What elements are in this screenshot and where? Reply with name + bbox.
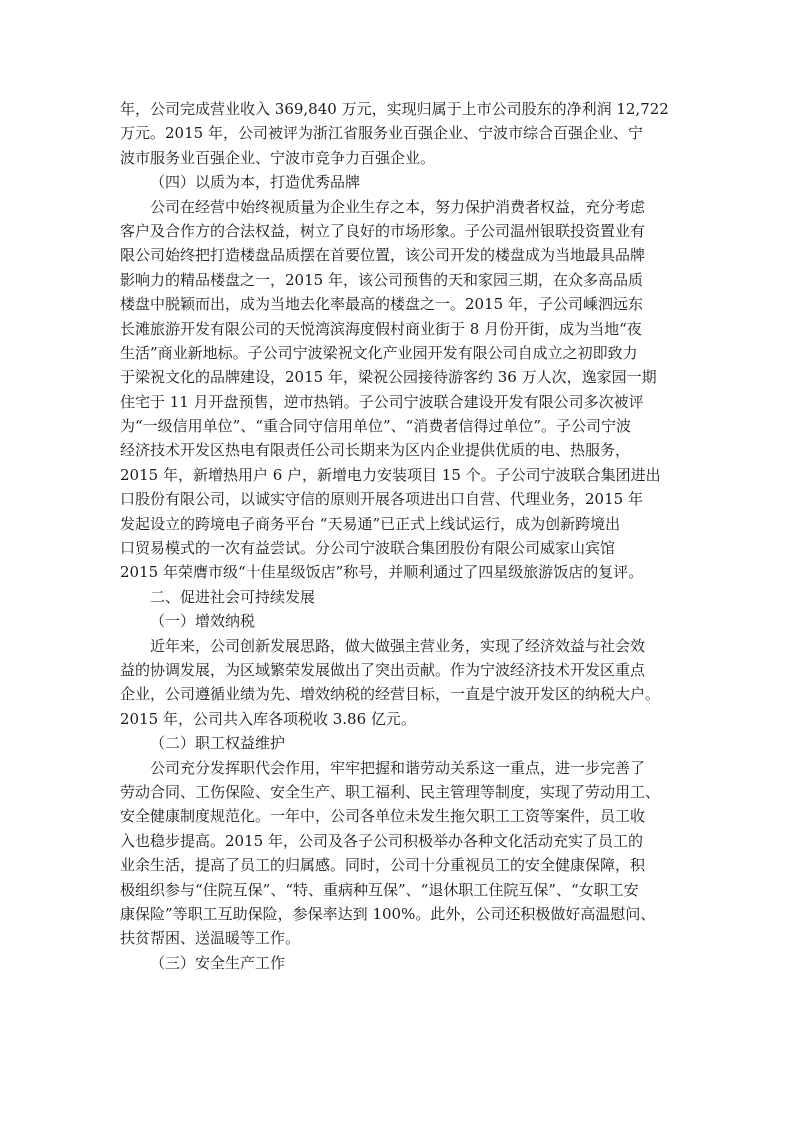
paragraph	[120, 634, 675, 732]
text-line: 万元。2015 年，公司被评为浙江省服务业百强企业、宁波市综合百强企业、宁	[120, 124, 643, 143]
text-line: 生活”商业新地标。子公司宁波梁祝文化产业园开发有限公司自成立之初即致力	[120, 343, 638, 362]
text-line: 劳动合同、工伤保险、安全生产、职工福利、民主管理等制度，实现了劳动用工、	[120, 782, 661, 801]
text-line: 客户及合作方的合法权益，树立了良好的市场形象。子公司温州银联投资置业有	[120, 221, 646, 240]
text-line: 限公司始终把打造楼盘品质摆在首要位置，该公司开发的楼盘成为当地最具品牌	[120, 246, 646, 265]
text-line: 经济技术开发区热电有限责任公司长期来为区内企业提供优质的电、热服务，	[120, 441, 631, 460]
text-line: 口股份有限公司，以诚实守信的原则开展各项进出口自营、代理业务，2015 年	[120, 490, 643, 509]
text-line: 康保险”等职工互助保险，参保率达到 100%。此外，公司还积极做好高温慰问、	[120, 904, 656, 923]
text-line: 为“一级信用单位”、“重合同守信用单位”、“消费者信得过单位”。子公司宁波	[120, 417, 632, 436]
text-line: 波市服务业百强企业、宁波市竞争力百强企业。	[120, 148, 436, 167]
text-line: 业余生活，提高了员工的归属感。同时，公司十分重视员工的安全健康保障，积	[120, 856, 646, 875]
text-line: 2015 年，新增热用户 6 户，新增电力安装项目 15 个。子公司宁波联合集团进出	[120, 465, 661, 484]
text-line: 年，公司完成营业收入 369,840 万元，实现归属于上市公司股东的净利润 12,722	[120, 100, 669, 118]
text-line: 安全健康制度规范化。一年中，公司各单位未发生拖欠职工工资等案件，员工收	[120, 807, 646, 826]
text-line: 益的协调发展，为区域繁荣发展做出了突出贡献。作为宁波经济技术开发区重点	[120, 660, 646, 679]
text-line: 企业，公司遵循业绩为先、增效纳税的经营目标，一直是宁波开发区的纳税大户。	[120, 685, 661, 704]
paragraph	[120, 195, 675, 585]
subsection-heading: （一）增效纳税	[150, 612, 256, 631]
text-line: 入也稳步提高。2015 年，公司及各子公司积极举办各种文化活动充实了员工的	[120, 831, 643, 850]
text-line: 楼盘中脱颖而出，成为当地去化率最高的楼盘之一。2015 年，子公司嵊泗远东	[120, 295, 643, 314]
text-line: 极组织参与“住院互保”、“特、重病种互保”、“退休职工住院互保”、“女职工安	[120, 880, 639, 899]
text-line: 公司在经营中始终视质量为企业生存之本，努力保护消费者权益，充分考虑	[150, 197, 646, 216]
section-heading: （四）以质为本，打造优秀品牌	[150, 173, 361, 192]
text-line: 口贸易模式的一次有益尝试。分公司宁波联合集团股份有限公司威家山宾馆	[120, 539, 616, 558]
text-line: 于梁祝文化的品牌建设，2015 年，梁祝公园接待游客约 36 万人次，逸家园一期	[120, 368, 657, 387]
subsection-heading: （三）安全生产工作	[150, 953, 286, 972]
text-line: 发起设立的跨境电子商务平台 “天易通”已正式上线试运行，成为创新跨境出	[120, 514, 621, 533]
text-line: 长滩旅游开发有限公司的天悦湾滨海度假村商业街于 8 月份开街，成为当地“夜	[120, 319, 642, 338]
text-line: 2015 年荣膺市级“十佳星级饭店”称号，并顺利通过了四星级旅游饭店的复评。	[120, 563, 644, 582]
text-line: 影响力的精品楼盘之一，2015 年，该公司预售的天和家园三期，在众多高品质	[120, 270, 643, 289]
text-line: 扶贫帮困、送温暖等工作。	[120, 929, 301, 948]
paragraph	[120, 97, 675, 170]
text-line: 住宅于 11 月开盘预售，逆市热销。子公司宁波联合建设开发有限公司多次被评	[120, 392, 644, 411]
subsection-heading: （二）职工权益维护	[150, 734, 286, 753]
section-heading: 二、促进社会可持续发展	[150, 587, 316, 606]
text-line: 近年来，公司创新发展思路，做大做强主营业务，实现了经济效益与社会效	[150, 636, 646, 655]
text-line: 公司充分发挥职代会作用，牢牢把握和谐劳动关系这一重点，进一步完善了	[150, 758, 646, 777]
paragraph	[120, 756, 675, 951]
document-page	[120, 97, 675, 975]
text-line: 2015 年，公司共入库各项税收 3.86 亿元。	[120, 709, 416, 728]
